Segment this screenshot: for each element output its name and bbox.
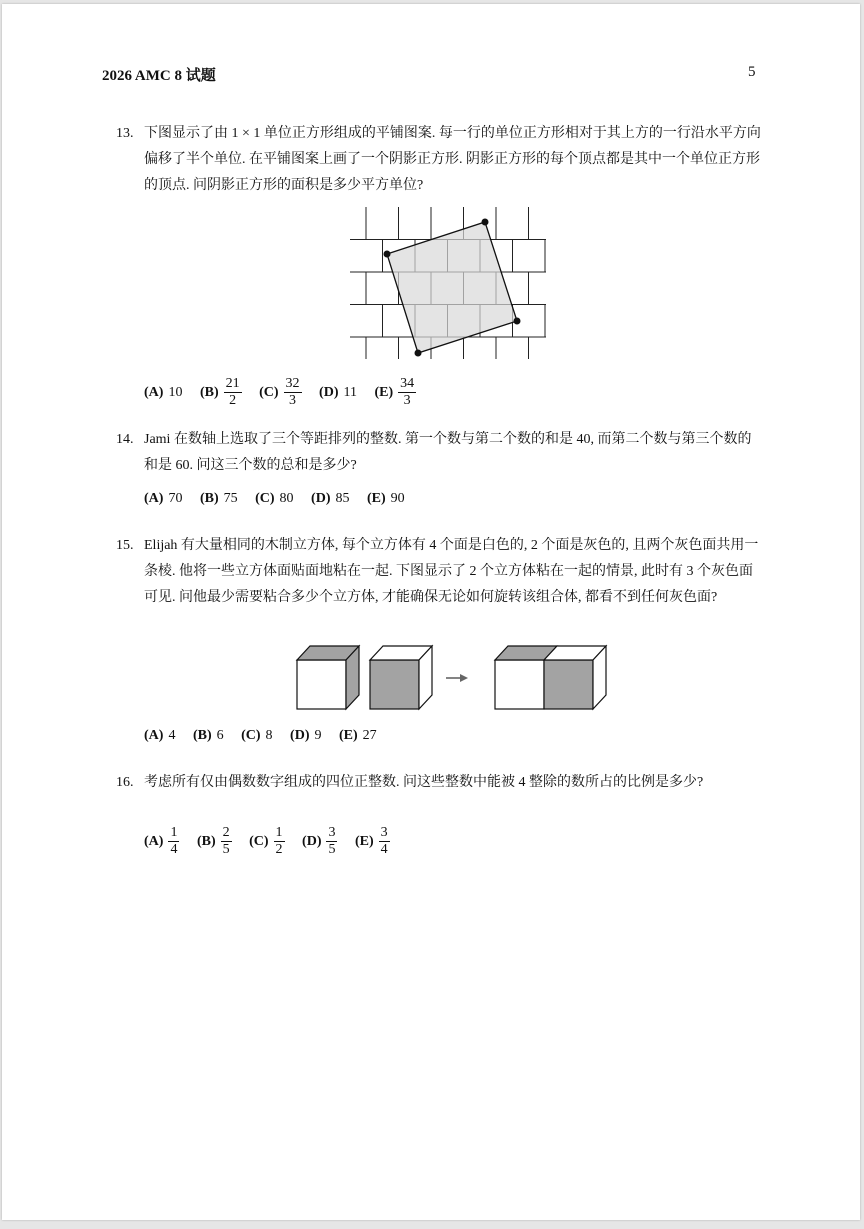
answer-choices-13 <box>144 376 430 409</box>
answer-a[interactable]: (A) $\frac{1}{4}$ <box>144 825 178 857</box>
fraction: $\frac{21}{2}$ <box>225 376 240 408</box>
question-text: 下图显示了由 1 × 1 单位正方形组成的平铺图案. 每一行的单位正方形相对于其上方的一行沿水平方向偏移了半个单位. 在平铺图案上画了一个阴影正方形. 阴影正方形的每个顶点都是其中一个单位正方形的顶点. 问阴影正方形的面积是多少平方单位? <box>144 126 761 193</box>
shaded-square <box>387 222 517 353</box>
answer-e[interactable]: (E) 90 <box>366 491 405 506</box>
header-page-number: 5 <box>748 64 756 80</box>
fraction: $\frac{3}{5}$ <box>328 825 336 857</box>
question-text: 考虑所有仅由偶数数字组成的四位正整数. 问这些整数中能被 4 整除的数所占的比例是多少? <box>144 775 704 790</box>
question-number: 15. <box>116 538 134 553</box>
answer-e[interactable]: (E) $\frac{34}{3}$ <box>374 376 415 408</box>
question-number: 13. <box>116 126 134 141</box>
fraction: $\frac{2}{5}$ <box>222 825 230 857</box>
fraction: $\frac{32}{3}$ <box>285 376 300 408</box>
answer-e[interactable]: (E) 27 <box>338 728 377 743</box>
answer-d[interactable]: (D) $\frac{3}{5}$ <box>302 825 336 857</box>
question-13 <box>116 121 762 199</box>
answer-d[interactable]: (D) 85 <box>311 491 350 506</box>
question-16 <box>116 770 762 796</box>
question-text: Jami 在数轴上选取了三个等距排列的整数. 第一个数与第二个数的和是 40, 而第二个数与第三个数的和是 60. 问这三个数的总和是多少? <box>144 432 752 473</box>
question-text: Elijah 有大量相同的木制立方体, 每个立方体有 4 个面是白色的, 2 个面是灰色的, 且两个灰色面共用一条棱. 他将一些立方体面贴面地粘在一起. 下图显示了 2 个立方体粘在一起的情景, 此时有 3 个灰色面可见. 问他最少需要粘合多少个立方体, 才能确保无论如何旋转该组合体, 都看不到任何灰色面? <box>144 538 759 605</box>
answer-choices-14 <box>144 491 419 507</box>
fraction: $\frac{3}{4}$ <box>380 825 388 857</box>
cube-gray-front <box>370 646 432 709</box>
vertex-point <box>514 318 521 325</box>
answer-b[interactable]: (B) $\frac{2}{5}$ <box>196 825 230 857</box>
answer-c[interactable]: (C) $\frac{32}{3}$ <box>259 376 300 408</box>
answer-choices-16 <box>144 825 404 858</box>
answer-a[interactable]: (A) 4 <box>144 728 176 743</box>
cubes-glued <box>495 646 606 709</box>
cubes-figure <box>296 643 608 711</box>
answer-b[interactable]: (B) 6 <box>192 728 224 743</box>
fraction: $\frac{34}{3}$ <box>400 376 415 408</box>
answer-c[interactable]: (C) 8 <box>241 728 273 743</box>
answer-c[interactable]: (C) 80 <box>255 491 294 506</box>
question-15 <box>116 533 762 611</box>
vertex-point <box>415 350 422 357</box>
answer-choices-15 <box>144 728 391 744</box>
answer-b[interactable]: (B) 75 <box>199 491 238 506</box>
tiling-figure <box>350 205 550 360</box>
vertex-point <box>482 219 489 226</box>
answer-a[interactable]: (A) 10 <box>144 384 183 400</box>
question-number: 16. <box>116 775 134 790</box>
answer-d[interactable]: (D) 11 <box>319 384 357 400</box>
fraction: $\frac{1}{2}$ <box>275 825 283 857</box>
answer-b[interactable]: (B) $\frac{21}{2}$ <box>199 376 240 408</box>
question-number: 14. <box>116 432 134 447</box>
fraction: $\frac{1}{4}$ <box>170 825 178 857</box>
question-14 <box>116 427 762 479</box>
cube-white-front <box>297 646 359 709</box>
answer-e[interactable]: (E) $\frac{3}{4}$ <box>354 825 388 857</box>
vertex-point <box>384 251 391 258</box>
answer-c[interactable]: (C) $\frac{1}{2}$ <box>249 825 283 857</box>
header-title: 2026 AMC 8 试题 <box>102 68 216 84</box>
answer-a[interactable]: (A) 70 <box>144 491 183 506</box>
answer-d[interactable]: (D) 9 <box>290 728 322 743</box>
arrow-icon <box>446 674 468 682</box>
